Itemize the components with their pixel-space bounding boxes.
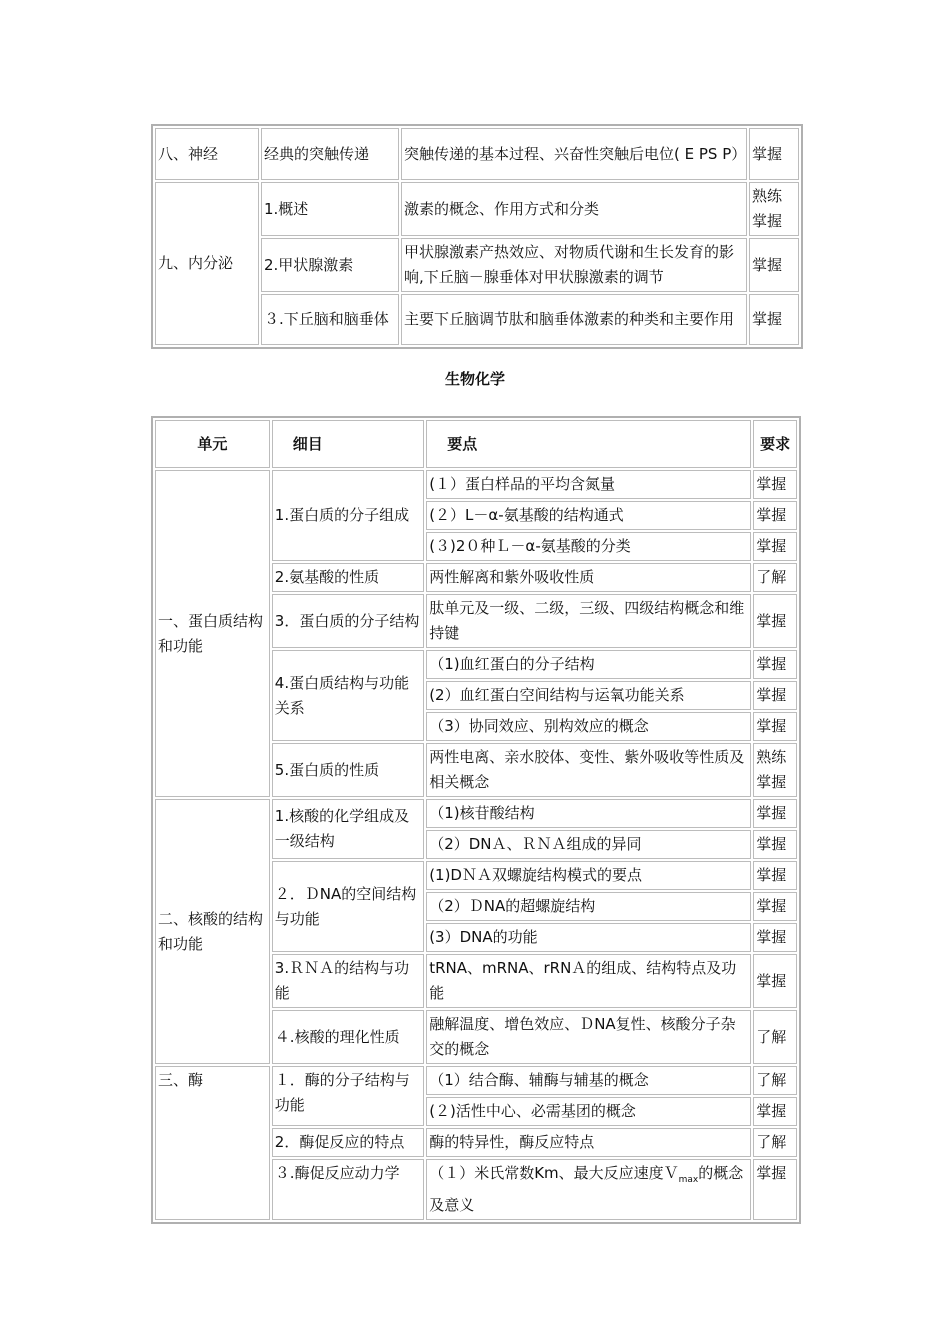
requirement-cell: 了解 (753, 1010, 797, 1064)
unit-cell: 一、蛋白质结构和功能 (155, 470, 270, 797)
requirement-cell: 掌握 (753, 501, 797, 530)
table-row (155, 128, 799, 180)
item-cell: 3.ＲＮＡ的结构与功能 (272, 954, 424, 1008)
requirement-cell: 掌握 (753, 1159, 797, 1220)
requirement-cell: 掌握 (753, 861, 797, 890)
table-row (155, 182, 799, 236)
point-cell: （3）协同效应、别构效应的概念 (426, 712, 751, 741)
header-point: 要点 (426, 420, 751, 468)
point-cell: （2）ＤNA的超螺旋结构 (426, 892, 751, 921)
item-cell: 1.核酸的化学组成及一级结构 (272, 799, 424, 859)
item-cell: 2.甲状腺激素 (261, 238, 399, 292)
header-requirement: 要求 (753, 420, 797, 468)
unit-cell: 二、核酸的结构和功能 (155, 799, 270, 1064)
item-cell: ４.核酸的理化性质 (272, 1010, 424, 1064)
section-title: 生物化学 (444, 370, 505, 388)
unit-cell: 八、神经 (155, 128, 259, 180)
header-item: 细目 (272, 420, 424, 468)
point-cell: 激素的概念、作用方式和分类 (401, 182, 747, 236)
requirement-cell: 掌握 (753, 650, 797, 679)
header-row (155, 420, 797, 468)
point-text: （１）米氏常数Km、最大反应速度Ｖ (429, 1164, 679, 1182)
item-cell: 1.蛋白质的分子组成 (272, 470, 424, 561)
physiology-table (151, 124, 803, 349)
point-text-suffix: 的概念及意义 (429, 1164, 744, 1214)
point-cell: 酶的特异性，酶反应特点 (426, 1128, 751, 1157)
requirement-cell: 掌握 (753, 470, 797, 499)
requirement-cell: 了解 (753, 563, 797, 592)
requirement-cell: 了解 (753, 1128, 797, 1157)
requirement-cell: 掌握 (753, 532, 797, 561)
requirement-cell: 掌握 (753, 594, 797, 648)
point-cell: （1)血红蛋白的分子结构 (426, 650, 751, 679)
item-cell: 2．酶促反应的特点 (272, 1128, 424, 1157)
table-row (155, 799, 797, 828)
item-cell: 1.概述 (261, 182, 399, 236)
requirement-cell: 掌握 (753, 1097, 797, 1126)
unit-cell: 三、酶 (155, 1066, 270, 1220)
item-cell: 3．蛋白质的分子结构 (272, 594, 424, 648)
point-cell: 肽单元及一级、二级，三级、四级结构概念和维持键 (426, 594, 751, 648)
requirement-cell: 了解 (753, 1066, 797, 1095)
point-cell: （2）DNＡ、ＲＮＡ组成的异同 (426, 830, 751, 859)
requirement-cell: 掌握 (749, 294, 799, 345)
requirement-cell: 掌握 (753, 712, 797, 741)
point-cell: (３)2０种Ｌ－α-氨基酸的分类 (426, 532, 751, 561)
item-cell: ２．ＤNA的空间结构与功能 (272, 861, 424, 952)
item-cell: 4.蛋白质结构与功能关系 (272, 650, 424, 741)
item-cell: 5.蛋白质的性质 (272, 743, 424, 797)
requirement-cell: 掌握 (749, 238, 799, 292)
point-cell: (２)活性中心、必需基团的概念 (426, 1097, 751, 1126)
point-cell: 甲状腺激素产热效应、对物质代谢和生长发育的影响,下丘脑－腺垂体对甲状腺激素的调节 (401, 238, 747, 292)
point-cell: 融解温度、增色效应、ＤNA复性、核酸分子杂交的概念 (426, 1010, 751, 1064)
point-cell: (2）血红蛋白空间结构与运氧功能关系 (426, 681, 751, 710)
point-cell: 两性电离、亲水胶体、变性、紫外吸收等性质及相关概念 (426, 743, 751, 797)
point-cell: （1)核苷酸结构 (426, 799, 751, 828)
biochemistry-table (151, 416, 801, 1224)
point-cell: 两性解离和紫外吸收性质 (426, 563, 751, 592)
point-cell: 突触传递的基本过程、兴奋性突触后电位( E PS P） (401, 128, 747, 180)
unit-cell: 九、内分泌 (155, 182, 259, 345)
point-cell: tRNA、mRNA、rRNＡ的组成、结构特点及功能 (426, 954, 751, 1008)
requirement-cell: 掌握 (753, 923, 797, 952)
header-unit: 单元 (155, 420, 270, 468)
point-cell: (1)DＮＡ双螺旋结构模式的要点 (426, 861, 751, 890)
requirement-cell: 掌握 (753, 681, 797, 710)
point-cell: (１）蛋白样品的平均含氮量 (426, 470, 751, 499)
requirement-cell: 掌握 (753, 799, 797, 828)
point-cell: （1）结合酶、辅酶与辅基的概念 (426, 1066, 751, 1095)
item-cell: 经典的突触传递 (261, 128, 399, 180)
requirement-cell: 掌握 (753, 892, 797, 921)
requirement-cell: 熟练掌握 (753, 743, 797, 797)
item-cell: ３.下丘脑和脑垂体 (261, 294, 399, 345)
requirement-cell: 掌握 (753, 830, 797, 859)
item-cell: 2.氨基酸的性质 (272, 563, 424, 592)
point-cell (426, 1159, 751, 1220)
point-cell: (２）L－α-氨基酸的结构通式 (426, 501, 751, 530)
point-cell: 主要下丘脑调节肽和脑垂体激素的种类和主要作用 (401, 294, 747, 345)
table-row (155, 1066, 797, 1095)
requirement-cell: 熟练掌握 (749, 182, 799, 236)
vmax-subscript: max (678, 1175, 699, 1185)
item-cell: ３.酶促反应动力学 (272, 1159, 424, 1220)
item-cell: １．酶的分子结构与功能 (272, 1066, 424, 1126)
requirement-cell: 掌握 (753, 954, 797, 1008)
requirement-cell: 掌握 (749, 128, 799, 180)
table-row (155, 470, 797, 499)
point-cell: (3）DNA的功能 (426, 923, 751, 952)
